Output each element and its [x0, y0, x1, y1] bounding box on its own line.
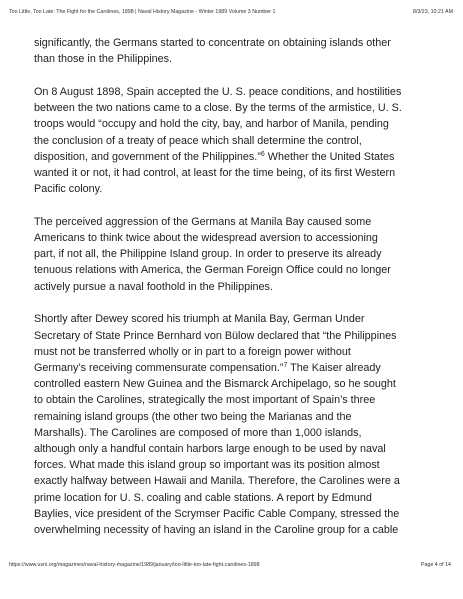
- text-line: between the two nations came to a close. By the terms of the armistice, U. S.: [34, 102, 402, 115]
- article-body: [34, 35, 438, 555]
- text-line-with-footnote: [34, 149, 438, 165]
- print-header: [0, 9, 463, 19]
- text-line: remaining island groups (the other two being the Marianas and the: [34, 410, 352, 423]
- text-line: Pacific colony.: [34, 183, 103, 196]
- text-line: Shortly after Dewey scored his triumph at Manila Bay, German Under: [34, 313, 365, 326]
- text-line: troops would “occupy and hold the city, bay, and harbor of Manila, pending: [34, 118, 389, 131]
- text-line: On 8 August 1898, Spain accepted the U. S. peace conditions, and hostilities: [34, 85, 402, 98]
- text-segment: The Kaiser already: [287, 361, 381, 374]
- text-line: the conclusion of a treaty of peace which shall determine the control,: [34, 134, 362, 147]
- footnote-ref-7[interactable]: 7: [283, 361, 288, 369]
- text-line: must not be transferred wholly or in part to a foreign power without: [34, 345, 351, 358]
- page-url[interactable]: https://www.usni.org/magazines/naval-history-magazine/1989/january/too-little-too-late-fight-carolines-1898: [9, 562, 260, 568]
- text-line: Americans to think twice about the widespread aversion to accessioning: [34, 232, 378, 245]
- text-line: controlled eastern New Guinea and the Bismarck Archipelago, so he sought: [34, 378, 396, 391]
- text-segment: disposition, and government of the Philippines.”: [34, 150, 261, 163]
- text-line: The perceived aggression of the Germans at Manila Bay caused some: [34, 215, 372, 228]
- text-line: Marshalls). The Carolines are composed of more than 1,000 islands,: [34, 426, 362, 439]
- paragraph-1: [34, 35, 438, 67]
- paragraph-2: [34, 84, 438, 197]
- text-line: Baylies, vice president of the Scrymser Pacific Cable Company, stressed the: [34, 507, 400, 520]
- print-footer: [0, 562, 463, 572]
- paragraph-3: [34, 214, 438, 295]
- text-segment: Whether the United States: [264, 150, 395, 163]
- text-line: overwhelming necessity of having an island in the Caroline group for a cable: [34, 523, 399, 536]
- text-line-with-footnote: [34, 360, 438, 376]
- text-line: to obtain the Carolines, strategically the most important of Spain’s three: [34, 394, 376, 407]
- page-number: Page 4 of 14: [420, 562, 451, 568]
- text-line: exactly halfway between Hawaii and Manila. Therefore, the Carolines were a: [34, 475, 400, 488]
- text-line: although only a handful contain harbors large enough to be used by naval: [34, 442, 386, 455]
- text-line: significantly, the Germans started to concentrate on obtaining islands other: [34, 37, 391, 49]
- text-line: wanted it or not, it had control, at least for the time being, of its first Western: [34, 166, 396, 179]
- text-line: than those in the Philippines.: [34, 53, 173, 66]
- text-line: tenuous relations with America, the German Foreign Office could no longer: [34, 264, 391, 277]
- text-line: prime location for U. S. coaling and cable stations. A report by Edmund: [34, 491, 372, 504]
- text-segment: Germany’s receiving commensurate compensation.”: [34, 361, 284, 374]
- text-line: actively pursue a naval foothold in the Philippines.: [34, 280, 273, 293]
- text-line: part, if not all, the Philippine Island group. In order to preserve its already: [34, 248, 382, 261]
- text-line: forces. What made this island group so important was its position almost: [34, 459, 380, 472]
- print-datetime: 8/3/23, 10:21 AM: [412, 9, 453, 15]
- page-title: Too Little, Too Late: The Fight for the Carolines, 1898 | Naval History Magazine - Winter 1989 Volume 3 Number 1: [9, 9, 276, 15]
- paragraph-4: [34, 311, 438, 538]
- text-line: Secretary of State Prince Bernhard von Bülow declared that “the Philippines: [34, 329, 397, 342]
- footnote-ref-6[interactable]: 6: [260, 150, 265, 158]
